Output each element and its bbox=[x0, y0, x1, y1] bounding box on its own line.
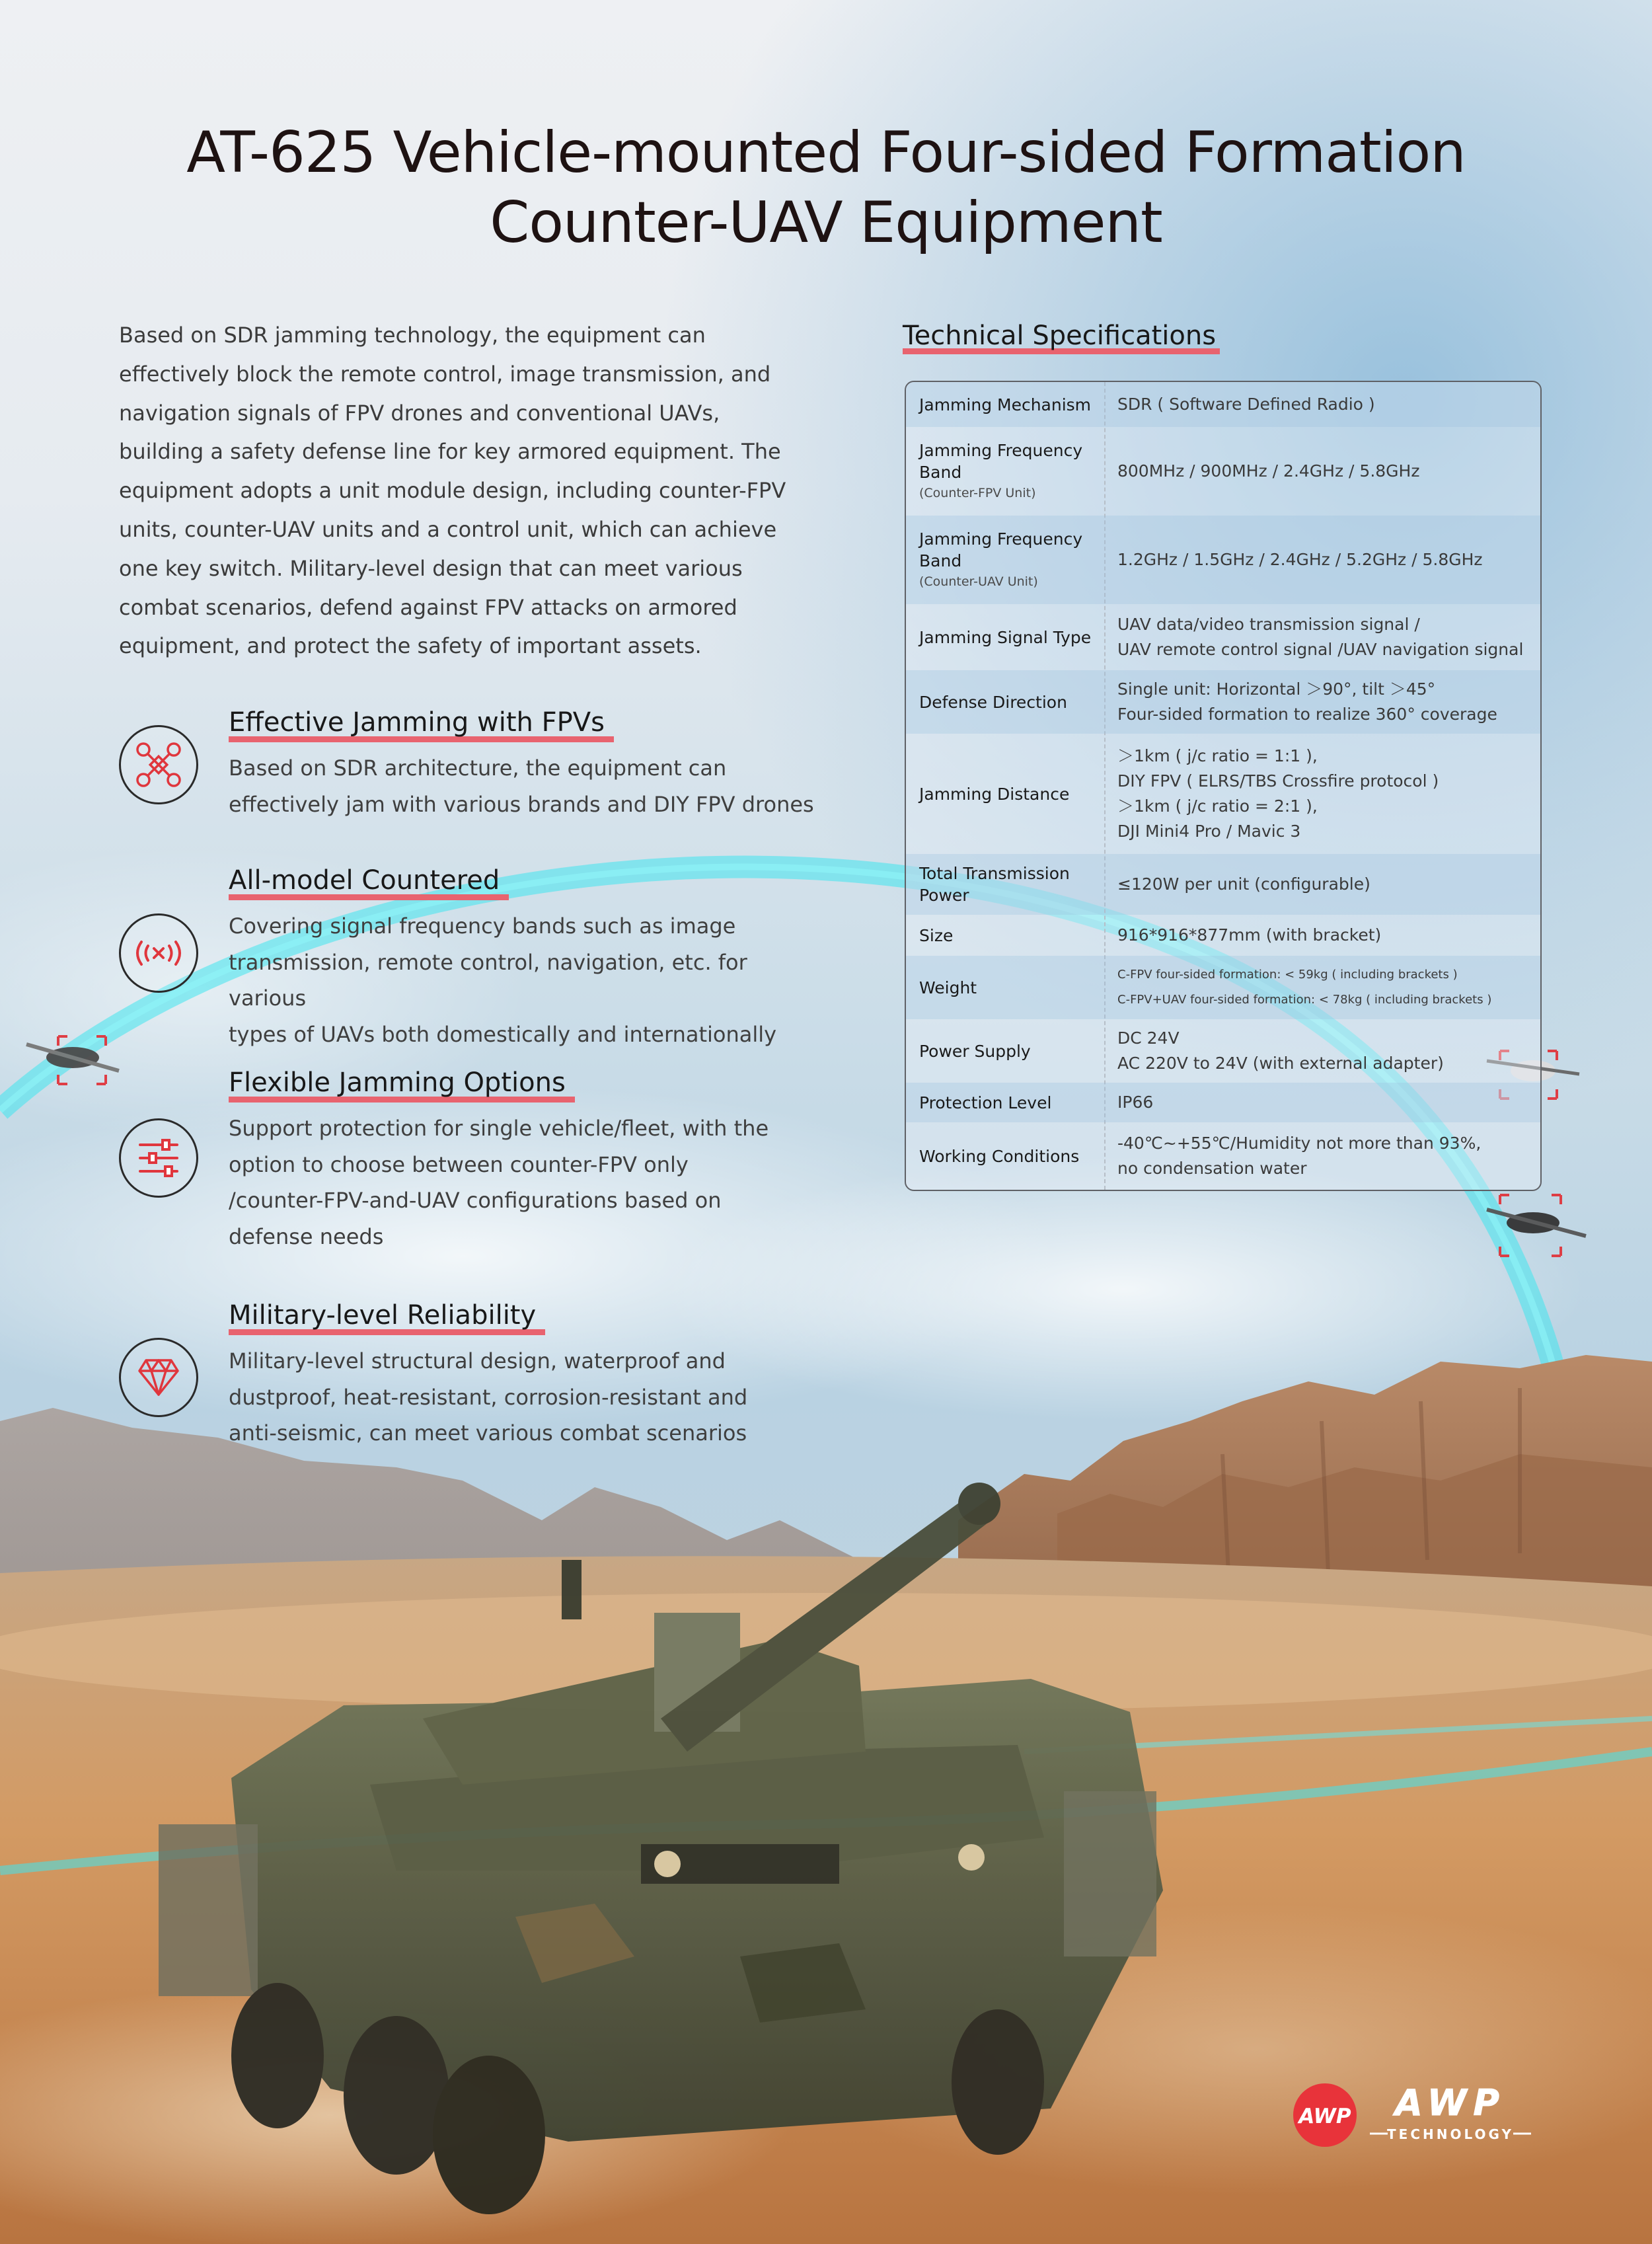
spec-value: DC 24V AC 220V to 24V (with external adapter) bbox=[1117, 1028, 1444, 1073]
logo-brand-text: AWP bbox=[1395, 2082, 1506, 2124]
feature-title: All-model Countered bbox=[229, 863, 500, 898]
spec-row bbox=[906, 1083, 1540, 1122]
feature-description: Military-level structural design, waterproof and dustproof, heat-resistant, corrosion-resistant and anti-seismic, can meet various combat scenarios bbox=[229, 1348, 748, 1446]
logo-tagline: TECHNOLOGY bbox=[1387, 2126, 1514, 2142]
feature-description: Covering signal frequency bands such as image transmission, remote control, navigation, etc. for various types of UAVs both domestically and internationally bbox=[229, 913, 777, 1047]
spec-value: ＞1km ( j/c ratio = 1:1 ), DIY FPV ( ELRS/TBS Crossfire protocol ) ＞1km ( j/c ratio = 2:1 ), DJI Mini4 Pro / Mavic 3 bbox=[1117, 746, 1439, 841]
specs-table bbox=[905, 381, 1542, 1191]
spec-value: -40℃~+55℃/Humidity not more than 93%, no condensation water bbox=[1117, 1134, 1482, 1178]
spec-label: Jamming Frequency Band (Counter-UAV Unit) bbox=[919, 529, 1083, 589]
feature-description: Support protection for single vehicle/fleet, with the option to choose between counter-FPV only /counter-FPV-and-UAV configurations based on defense needs bbox=[229, 1116, 769, 1249]
spec-value: SDR ( Software Defined Radio ) bbox=[1117, 395, 1375, 414]
spec-value: 1.2GHz / 1.5GHz / 2.4GHz / 5.2GHz / 5.8GHz bbox=[1117, 550, 1483, 569]
specs-heading: Technical Specifications bbox=[903, 319, 1216, 353]
spec-row bbox=[906, 516, 1540, 604]
feature-title: Military-level Reliability bbox=[229, 1298, 536, 1333]
spec-label: Weight bbox=[919, 978, 977, 997]
page-title bbox=[0, 118, 1652, 258]
spec-row bbox=[906, 1122, 1540, 1190]
spec-row bbox=[906, 734, 1540, 854]
spec-value: 800MHz / 900MHz / 2.4GHz / 5.8GHz bbox=[1117, 461, 1420, 481]
sliders-icon bbox=[119, 1118, 198, 1198]
feature-title: Effective Jamming with FPVs bbox=[229, 705, 605, 740]
spec-row bbox=[906, 1019, 1540, 1083]
spec-label: Jamming Frequency Band (Counter-FPV Unit) bbox=[919, 441, 1083, 500]
drone-icon bbox=[119, 725, 198, 804]
feature-title: Flexible Jamming Options bbox=[229, 1065, 566, 1100]
spec-row bbox=[906, 854, 1540, 915]
spec-value: IP66 bbox=[1117, 1093, 1154, 1112]
spec-label: Power Supply bbox=[919, 1041, 1031, 1061]
spec-row bbox=[906, 427, 1540, 516]
spec-value: UAV data/video transmission signal / UAV remote control signal /UAV navigation signal bbox=[1117, 615, 1524, 659]
spec-row bbox=[906, 956, 1540, 1019]
spec-label: Protection Level bbox=[919, 1093, 1052, 1112]
logo-badge-text: AWP bbox=[1298, 2105, 1351, 2128]
spec-label: Jamming Distance bbox=[919, 784, 1070, 804]
spec-label: Defense Direction bbox=[919, 692, 1067, 712]
spec-value: Single unit: Horizontal ＞90°, tilt ＞45° Four-sided formation to realize 360° coverage bbox=[1117, 679, 1497, 724]
spec-row bbox=[906, 382, 1540, 427]
spec-row bbox=[906, 915, 1540, 956]
spec-label: Total Transmission Power bbox=[919, 864, 1070, 905]
spec-row bbox=[906, 604, 1540, 670]
spec-value: 916*916*877mm (with bracket) bbox=[1117, 925, 1382, 945]
spec-value: ≤120W per unit (configurable) bbox=[1117, 874, 1370, 894]
signal-jam-icon bbox=[119, 913, 198, 993]
awp-logo bbox=[1292, 2082, 1543, 2148]
intro-paragraph: Based on SDR jamming technology, the equipment can effectively block the remote control, image transmission, and navigation signals of FPV drones and conventional UAVs, building a safety defense line for key armored equipment. The equipment adopts a unit module design, including counter-FPV units, counter-UAV units and a control unit, which can achieve one key switch. Military-level design that can meet various combat scenarios, defend against FPV attacks on armored equipment, and protect the safety of important assets. bbox=[119, 323, 786, 659]
spec-label: Jamming Mechanism bbox=[919, 395, 1092, 414]
spec-label: Size bbox=[919, 925, 954, 945]
spec-row bbox=[906, 670, 1540, 734]
spec-label: Jamming Signal Type bbox=[919, 627, 1092, 647]
feature-description: Based on SDR architecture, the equipment can effectively jam with various brands and DIY FPV drones bbox=[229, 755, 814, 817]
title-line-2: Counter-UAV Equipment bbox=[490, 190, 1162, 256]
spec-value: C-FPV four-sided formation: < 59kg ( including brackets ) C-FPV+UAV four-sided formation: < 78kg ( including brackets ) bbox=[1117, 968, 1492, 1007]
diamond-icon bbox=[119, 1338, 198, 1417]
spec-label: Working Conditions bbox=[919, 1146, 1080, 1166]
title-line-1: AT-625 Vehicle-mounted Four-sided Formation bbox=[186, 120, 1466, 186]
